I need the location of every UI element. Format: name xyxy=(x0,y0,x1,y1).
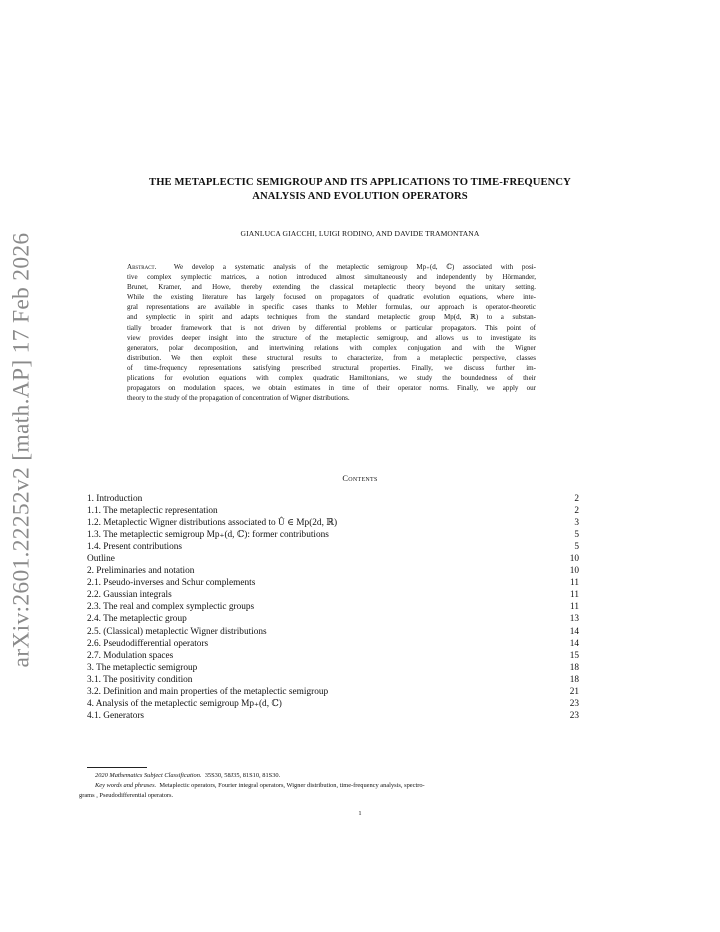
toc-entry[interactable] xyxy=(87,541,579,553)
toc-entry-label: 3.1. The positivity condition xyxy=(87,674,193,685)
abstract-line: and symplectic in spirit and adapts techniques from the standard metaplectic group Mp(d, ℝ) to a substan- xyxy=(127,313,536,322)
page-number: 1 xyxy=(358,810,362,817)
toc-entry-label: 2.7. Modulation spaces xyxy=(87,650,174,661)
msc-footnote xyxy=(87,771,579,781)
toc-entry-label: Outline xyxy=(87,554,115,565)
toc-entry[interactable] xyxy=(87,565,579,577)
abstract-label: Abstract. xyxy=(127,263,157,271)
toc-entry-page: 14 xyxy=(569,638,579,649)
toc-entry-page: 14 xyxy=(569,626,579,637)
toc-entry[interactable] xyxy=(87,710,579,722)
arxiv-side-stamp xyxy=(2,232,42,668)
abstract xyxy=(127,262,536,403)
toc-entry-page: 18 xyxy=(569,662,579,673)
abstract-line: tially broader framework that is not driven by differential problems or particular propagators. This point of xyxy=(127,323,536,332)
toc-entry-label: 4. Analysis of the metaplectic semigroup Mp₊(d, ℂ) xyxy=(87,698,282,709)
toc-entry[interactable] xyxy=(87,493,579,505)
toc-entry-label: 2.6. Pseudodifferential operators xyxy=(87,638,209,649)
toc-entry-page: 18 xyxy=(569,674,579,685)
keywords-label: Key words and phrases. xyxy=(95,782,157,790)
toc-entry[interactable] xyxy=(87,529,579,541)
toc-entry-label: 2.2. Gaussian integrals xyxy=(87,590,172,601)
toc-entry[interactable] xyxy=(87,698,579,710)
table-of-contents xyxy=(87,493,579,722)
toc-entry-label: 1. Introduction xyxy=(87,494,143,504)
footnote-rule xyxy=(87,767,147,768)
toc-entry-page: 10 xyxy=(569,554,579,565)
abstract-line: theory to the study of the propagation of concentration of Wigner distributions. xyxy=(127,394,350,403)
toc-entry-label: 1.2. Metaplectic Wigner distributions associated to Û ∈ Mp(2d, ℝ) xyxy=(87,518,338,529)
toc-entry-label: 1.4. Present contributions xyxy=(87,542,183,553)
toc-entry-page: 23 xyxy=(569,698,579,709)
toc-entry[interactable] xyxy=(87,613,579,625)
toc-entry[interactable] xyxy=(87,662,579,674)
keywords-footnote xyxy=(87,781,579,791)
toc-entry[interactable] xyxy=(87,589,579,601)
abstract-line: Abstract. We develop a systematic analysis of the metaplectic semigroup Mp₊(d, ℂ) associated with posi- xyxy=(127,263,536,271)
paper-title xyxy=(80,176,640,204)
abstract-line: propagators on modulation spaces, we obtain estimates in time of their operator norms. Finally, we apply our xyxy=(127,384,536,393)
keywords-continuation: grams , Pseudodifferential operators. xyxy=(79,792,174,800)
toc-entry-page: 15 xyxy=(569,650,579,661)
toc-entry-label: 4.1. Generators xyxy=(87,710,145,721)
keywords-value: Metaplectic operators, Fourier integral operators, Wigner distribution, time-frequency analysis, spectro- xyxy=(159,782,425,790)
toc-entry-label: 2.1. Pseudo-inverses and Schur complements xyxy=(87,578,256,589)
toc-entry-label: 1.1. The metaplectic representation xyxy=(87,506,218,517)
toc-entry-page: 11 xyxy=(570,602,579,613)
toc-entry[interactable] xyxy=(87,686,579,698)
msc-label: 2020 Mathematics Subject Classification. xyxy=(95,772,202,779)
toc-entry-label: 2.3. The real and complex symplectic groups xyxy=(87,602,255,613)
toc-entry-label: 3. The metaplectic semigroup xyxy=(87,662,198,673)
toc-entry-label: 3.2. Definition and main properties of the metaplectic semigroup xyxy=(87,686,329,697)
abstract-line: of time-frequency representations satisfying prescribed structural properties. Finally, we discuss further im- xyxy=(127,363,536,372)
toc-entry-label: 2.5. (Classical) metaplectic Wigner distributions xyxy=(87,626,267,637)
abstract-line: plications for evolution equations with complex quadratic Hamiltonians, we study the boundedness of their xyxy=(127,374,536,383)
arxiv-identifier: arXiv:2601.22252v2 [math.AP] 17 Feb 2026 xyxy=(8,232,35,668)
toc-entry-page: 3 xyxy=(574,518,579,529)
author-list: GIANLUCA GIACCHI, LUIGI RODINO, AND DAVIDE TRAMONTANA xyxy=(240,229,480,238)
toc-entry[interactable] xyxy=(87,553,579,565)
abstract-line: Brunet, Kramer, and Howe, thereby extending the classical metaplectic theory beyond the unitary setting. xyxy=(127,283,536,292)
abstract-line: distribution. We then exploit these structural results to characterize, from a metaplectic perspective, classes xyxy=(127,353,536,362)
toc-entry-page: 23 xyxy=(569,710,579,721)
toc-entry[interactable] xyxy=(87,626,579,638)
toc-entry-page: 11 xyxy=(570,578,579,589)
contents-heading: Contents xyxy=(342,474,378,483)
toc-entry-page: 10 xyxy=(569,566,579,577)
msc-value: 35S30, 58J35, 81S10, 81S30. xyxy=(204,772,281,779)
abstract-line: gral representations are available in specific cases thanks to Mehler formulas, our approach is operator-theoretic xyxy=(127,303,536,312)
toc-entry[interactable] xyxy=(87,505,579,517)
title-line-1: THE METAPLECTIC SEMIGROUP AND ITS APPLICATIONS TO TIME-FREQUENCY xyxy=(149,177,571,188)
toc-entry-label: 1.3. The metaplectic semigroup Mp₊(d, ℂ): former contributions xyxy=(87,530,329,541)
abstract-line: tive complex symplectic matrices, a notion introduced almost simultaneously and independently by Hörmander, xyxy=(127,273,536,282)
toc-entry-page: 5 xyxy=(574,530,579,541)
toc-entry-page: 11 xyxy=(570,590,579,601)
toc-entry-label: 2. Preliminaries and notation xyxy=(87,566,195,577)
footnotes xyxy=(79,771,579,802)
toc-entry[interactable] xyxy=(87,650,579,662)
toc-entry-page: 5 xyxy=(574,542,579,553)
toc-entry[interactable] xyxy=(87,601,579,613)
abstract-line: generators, polar decomposition, and intertwining relations with complex conjugation and with the Wigner xyxy=(127,343,536,352)
title-line-2: ANALYSIS AND EVOLUTION OPERATORS xyxy=(252,191,468,202)
abstract-line: While the existing literature has largely focused on propagators of quadratic evolution equations, where inte- xyxy=(127,293,536,302)
toc-entry[interactable] xyxy=(87,517,579,529)
abstract-line: view provides deeper insight into the structure of the metaplectic semigroup, and allows us to investigate its xyxy=(127,333,536,342)
toc-entry[interactable] xyxy=(87,577,579,589)
toc-entry-label: 2.4. The metaplectic group xyxy=(87,614,187,625)
toc-entry-page: 2 xyxy=(574,506,579,517)
toc-entry[interactable] xyxy=(87,674,579,686)
toc-entry-page: 2 xyxy=(574,494,579,504)
toc-entry-page: 21 xyxy=(569,686,579,697)
toc-entry-page: 13 xyxy=(569,614,579,625)
toc-entry[interactable] xyxy=(87,638,579,650)
